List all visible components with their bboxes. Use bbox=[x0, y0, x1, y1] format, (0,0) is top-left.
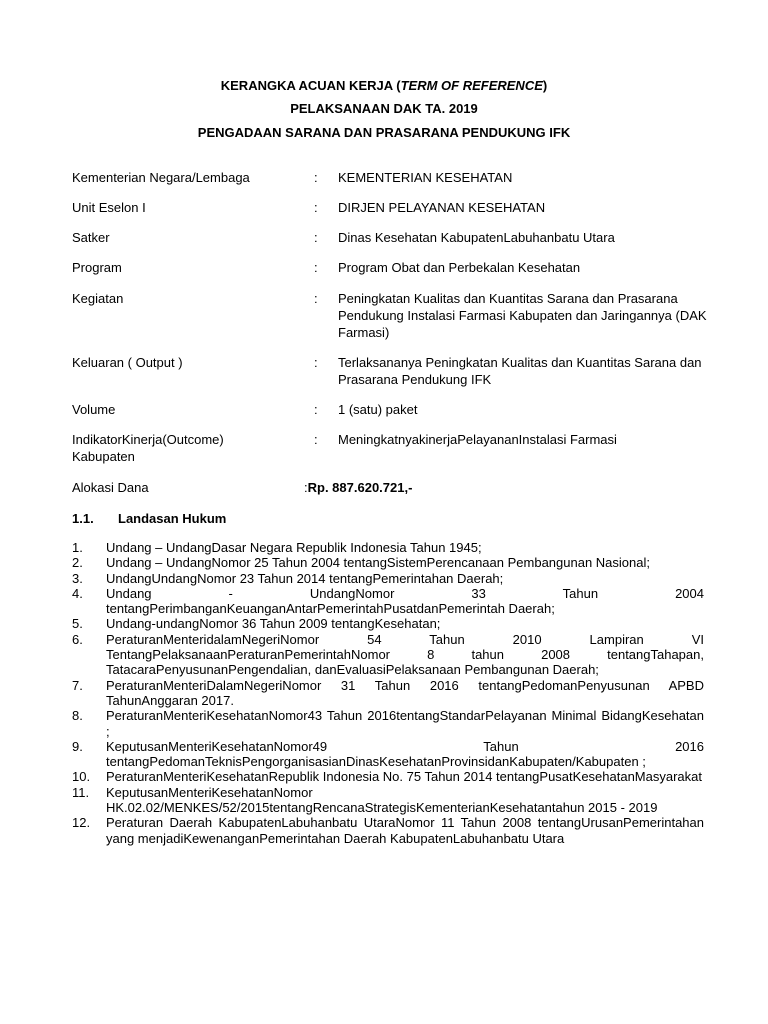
field-colon: : bbox=[314, 170, 318, 185]
field-colon: : bbox=[314, 260, 318, 275]
field-label: Kementerian Negara/Lembaga bbox=[72, 170, 250, 185]
list-item: 12. Peraturan Daerah KabupatenLabuhanbatu UtaraNomor 11 Tahun 2008 tentangUrusanPemerintahan yang menjadiKewenanganPemerintahan Daerah KabupatenLabuhanbatu Utara bbox=[72, 815, 704, 846]
list-item: 2. Undang – UndangNomor 25 Tahun 2004 tentangSistemPerencanaan Pembangunan Nasional; bbox=[72, 555, 650, 571]
field-label: Program bbox=[72, 260, 122, 275]
alokasi-amount: :Rp. 887.620.721,- bbox=[304, 480, 413, 495]
field-colon: : bbox=[314, 355, 318, 370]
field-colon: : bbox=[314, 230, 318, 245]
field-label: Kegiatan bbox=[72, 291, 124, 306]
section-heading: 1.1. Landasan Hukum bbox=[72, 511, 227, 526]
field-value: Terlaksananya Peningkatan Kualitas dan Kuantitas Sarana dan Prasarana Pendukung IFK bbox=[338, 355, 702, 387]
field-label: Unit Eselon I bbox=[72, 200, 146, 215]
field-colon: : bbox=[314, 200, 318, 215]
field-value: Dinas Kesehatan KabupatenLabuhanbatu Utara bbox=[338, 230, 615, 245]
field-colon: : bbox=[314, 291, 318, 306]
field-value: KEMENTERIAN KESEHATAN bbox=[338, 170, 513, 185]
list-item: 6. PeraturanMenteridalamNegeriNomor 54 Tahun 2010 Lampiran VI TentangPelaksanaanPeraturanPemerintahNomor 8 tahun 2008 tentangTahapan, TatacaraPenyusunanPengendalian, danEvaluasiPelaksanaan Pembangunan Daerah; bbox=[72, 631, 704, 678]
list-item: 1. Undang – UndangDasar Negara Republik Indonesia Tahun 1945; bbox=[72, 540, 482, 555]
field-value: MeningkatnyakinerjaPelayananInstalasi Farmasi bbox=[338, 432, 617, 447]
document-subtitle: PELAKSANAAN DAK TA. 2019 bbox=[290, 101, 478, 116]
list-item: 8. PeraturanMenteriKesehatanNomor43 Tahun 2016tentangStandarPelayanan Minimal BidangKesehatan ; bbox=[72, 708, 704, 739]
list-item: 10. PeraturanMenteriKesehatanRepublik Indonesia No. 75 Tahun 2014 tentangPusatKesehatanMasyarakat bbox=[72, 769, 703, 785]
field-colon: : bbox=[314, 432, 318, 447]
field-label: Satker bbox=[72, 230, 110, 245]
field-value: 1 (satu) paket bbox=[338, 402, 418, 417]
document-subtitle-2: PENGADAAN SARANA DAN PRASARANA PENDUKUNG IFK bbox=[197, 125, 571, 140]
field-label: Volume bbox=[72, 402, 116, 417]
list-item: 4. Undang - UndangNomor 33 Tahun 2004 tentangPerimbanganKeuanganAntarPemerintahPusatdanPemerintah Daerah; bbox=[72, 585, 704, 617]
field-value: Program Obat dan Perbekalan Kesehatan bbox=[338, 260, 581, 275]
document-title: KERANGKA ACUAN KERJA (TERM OF REFERENCE) bbox=[220, 78, 548, 93]
list-item: 5. Undang-undangNomor 36 Tahun 2009 tentangKesehatan; bbox=[72, 616, 441, 632]
field-label: IndikatorKinerja(Outcome) Kabupaten bbox=[72, 432, 224, 464]
field-label: Keluaran ( Output ) bbox=[72, 355, 183, 370]
field-label: Alokasi Dana bbox=[72, 480, 149, 495]
list-item: 7. PeraturanMenteriDalamNegeriNomor 31 Tahun 2016 tentangPedomanPenyusunan APBD TahunAnggaran 2017. bbox=[72, 677, 704, 708]
field-value: Peningkatan Kualitas dan Kuantitas Sarana dan Prasarana Pendukung Instalasi Farmasi Kabupaten dan Jaringannya (DAK Farmasi) bbox=[338, 291, 707, 340]
list-item: 3. UndangUndangNomor 23 Tahun 2014 tentangPemerintahan Daerah; bbox=[72, 570, 504, 586]
list-item: 9. KeputusanMenteriKesehatanNomor49 Tahun 2016 tentangPedomanTeknisPengorganisasianDinasKesehatanProvinsidanKabupaten/Kabupaten ; bbox=[72, 738, 704, 770]
list-item: 11. KeputusanMenteriKesehatanNomor HK.02.02/MENKES/52/2015tentangRencanaStrategisKementerianKesehatantahun 2015 - 2019 bbox=[72, 784, 658, 816]
field-colon: : bbox=[314, 402, 318, 417]
legal-basis-list bbox=[72, 540, 704, 846]
field-value: DIRJEN PELAYANAN KESEHATAN bbox=[338, 200, 546, 215]
